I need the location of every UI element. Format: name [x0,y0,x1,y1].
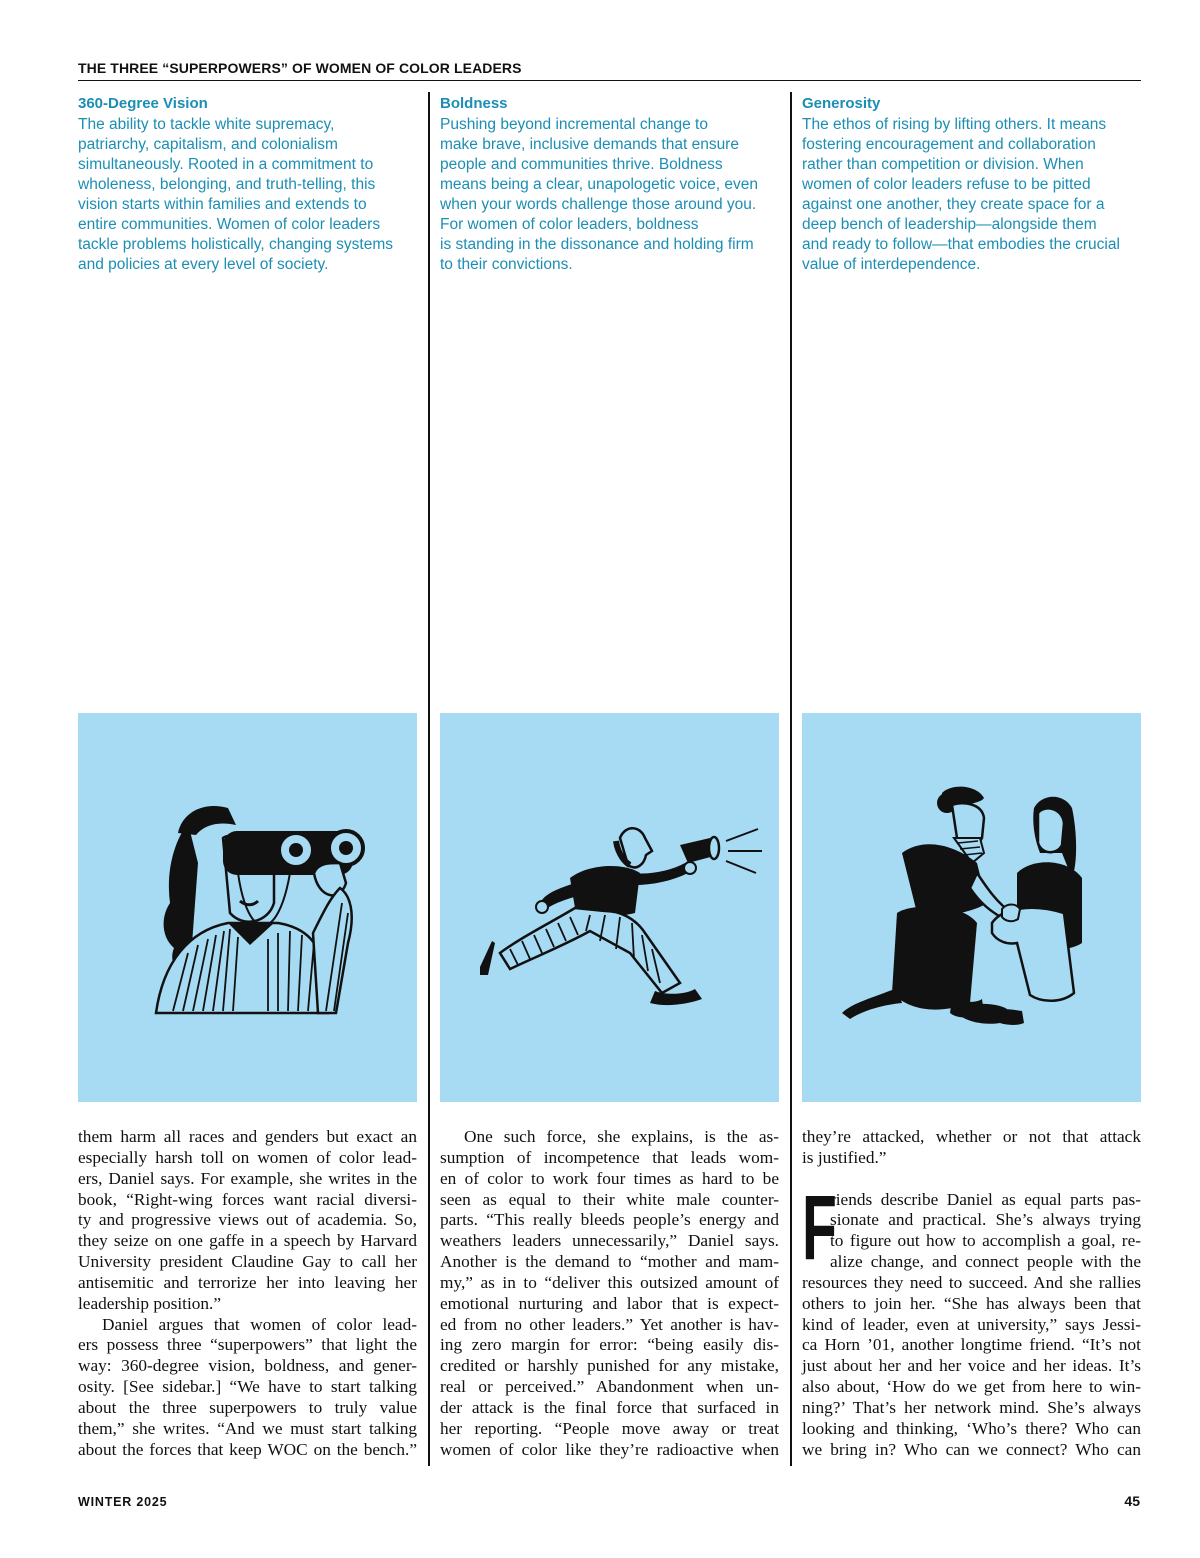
text-line: and policies at every level of society. [78,256,329,273]
text-line: to their convictions. [440,256,573,273]
text-line: Pushing beyond incremental change to [440,116,708,133]
text-line: them,” she writes. “And we must start talking [78,1418,417,1438]
text-line: wholeness, belonging, and truth-telling, this [78,176,376,193]
holding-hands-icon [802,713,1141,1102]
text-line: they’re attacked, whether or not that attack [802,1127,1141,1146]
article-column-3 [802,1127,1141,1461]
column-divider [428,92,430,1466]
text-line: looking and thinking, ‘Who’s there? Who can [802,1418,1141,1438]
text-line: antisemitic and terrorize her into leaving her [78,1272,417,1292]
text-line: her reporting. “People move away or treat [440,1418,779,1438]
text-line: kind of leader, even at university,” says Jessi- [802,1314,1141,1334]
text-line: women of color like they’re radioactive when [440,1439,779,1459]
power-description-generosity [802,115,1142,275]
text-line: ca Horn ’01, another longtime friend. “It’s not [802,1335,1141,1355]
text-line: ed from no other leaders.” Yet another is hav- [440,1314,779,1334]
megaphone-icon [440,713,779,1102]
paragraph-gap [802,1169,1141,1190]
power-heading-vision: 360-Degree Vision [78,95,208,112]
text-line: weathers leaders unnecessarily,” Daniel says. [440,1231,779,1251]
text-line: just about her and her voice and her ideas. It’s [802,1356,1141,1376]
text-line: Another is the demand to “mother and mam- [440,1252,779,1272]
text-line: about the three superpowers to truly value [78,1397,417,1417]
text-line: about the forces that keep WOC on the bench.” [78,1439,417,1459]
text-line: way: 360-degree vision, boldness, and gener- [78,1356,417,1376]
woman-with-binoculars-illustration [78,713,417,1102]
text-line: sionate and practical. She’s always trying [830,1210,1141,1230]
text-line: osity. [See sidebar.] “We have to start talking [78,1377,417,1397]
text-line: emotional nurturing and labor that is expect- [440,1293,779,1313]
text-line: against one another, they create space for a [802,196,1105,213]
text-line: they seize on one gaffe in a speech by Harvard [78,1231,417,1251]
power-description-boldness [440,115,780,275]
sidebar-title: THE THREE “SUPERPOWERS” OF WOMEN OF COLOR LEADERS [78,60,1141,81]
text-line: also about, ‘How do we get from here to win- [802,1377,1141,1397]
page-number: 45 [1124,1493,1140,1509]
text-line: The ethos of rising by lifting others. It means [802,116,1107,133]
text-line: especially harsh toll on women of color lead- [78,1147,417,1167]
text-line: University president Claudine Gay to call her [78,1252,417,1272]
text-line: fostering encouragement and collaboration [802,136,1096,153]
running-woman-with-megaphone-illustration [440,713,779,1102]
text-line: ers, Daniel says. For example, she writes in the [78,1168,417,1188]
text-line: alize change, and connect people with the [830,1252,1141,1272]
text-line: riends describe Daniel as equal parts pas- [830,1189,1141,1209]
power-heading-boldness: Boldness [440,95,508,112]
text-line: book, “Right-wing forces want racial diversi- [78,1189,417,1209]
text-line: my,” as in to “deliver this outsized amount of [440,1272,779,1292]
text-line: ers possess three “superpowers” that light the [78,1335,417,1355]
power-description-vision [78,115,418,275]
text-line: seen as equal to their white male counter- [440,1189,779,1209]
column-divider [790,92,792,1466]
text-line: For women of color leaders, boldness [440,216,699,233]
text-line: credited or harshly punished for any mistake, [440,1356,779,1376]
text-line: women of color leaders refuse to be pitted [802,176,1091,193]
issue-label: WINTER 2025 [78,1495,168,1509]
binoculars-icon [78,713,417,1102]
text-line: them harm all races and genders but exact an [78,1127,417,1146]
text-line: make brave, inclusive demands that ensure [440,136,739,153]
text-line: is justified.” [802,1147,887,1167]
text-line: sumption of incompetence that leads wom- [440,1147,779,1167]
text-line: ty and progressive views out of academia. So, [78,1210,417,1230]
text-line: others to join her. “She has always been that [802,1293,1141,1313]
text-line: simultaneously. Rooted in a commitment to [78,156,374,173]
text-line: One such force, she explains, is the as- [464,1127,779,1146]
text-line: der attack is the final force that surfaced in [440,1397,779,1417]
text-line: tackle problems holistically, changing systems [78,236,394,253]
text-line: resources they need to succeed. And she rallies [802,1272,1141,1292]
text-line: and ready to follow—that embodies the crucial [802,236,1120,253]
article-column-1 [78,1127,417,1461]
text-line: patriarchy, capitalism, and colonialism [78,136,338,153]
text-line: people and communities thrive. Boldness [440,156,723,173]
text-line: en of color to work four times as hard to be [440,1168,779,1188]
text-line: is standing in the dissonance and holding firm [440,236,754,253]
article-column-2 [440,1127,779,1461]
text-line: parts. “This really bleeds people’s energy and [440,1210,779,1230]
text-line: means being a clear, unapologetic voice, even [440,176,758,193]
text-line: value of interdependence. [802,256,981,273]
women-holding-hands-illustration [802,713,1141,1102]
text-line: Daniel argues that women of color lead- [102,1314,417,1334]
text-line: entire communities. Women of color leaders [78,216,381,233]
text-line: ning?’ That’s her network mind. She’s always [802,1397,1141,1417]
text-line: ing zero margin for error: “being easily dis- [440,1335,779,1355]
power-heading-generosity: Generosity [802,95,881,112]
text-line: to figure out how to accomplish a goal, re- [830,1231,1141,1251]
text-line: real or perceived.” Abandonment when un- [440,1377,779,1397]
text-line: rather than competition or division. When [802,156,1084,173]
text-line: we bring in? Who can we connect? Who can [802,1439,1141,1459]
text-line: The ability to tackle white supremacy, [78,116,335,133]
drop-cap: F [802,1177,837,1279]
text-line: when your words challenge those around you. [440,196,757,213]
text-line: leadership position.” [78,1293,222,1313]
text-line: deep bench of leadership—alongside them [802,216,1097,233]
text-line: vision starts within families and extends to [78,196,367,213]
